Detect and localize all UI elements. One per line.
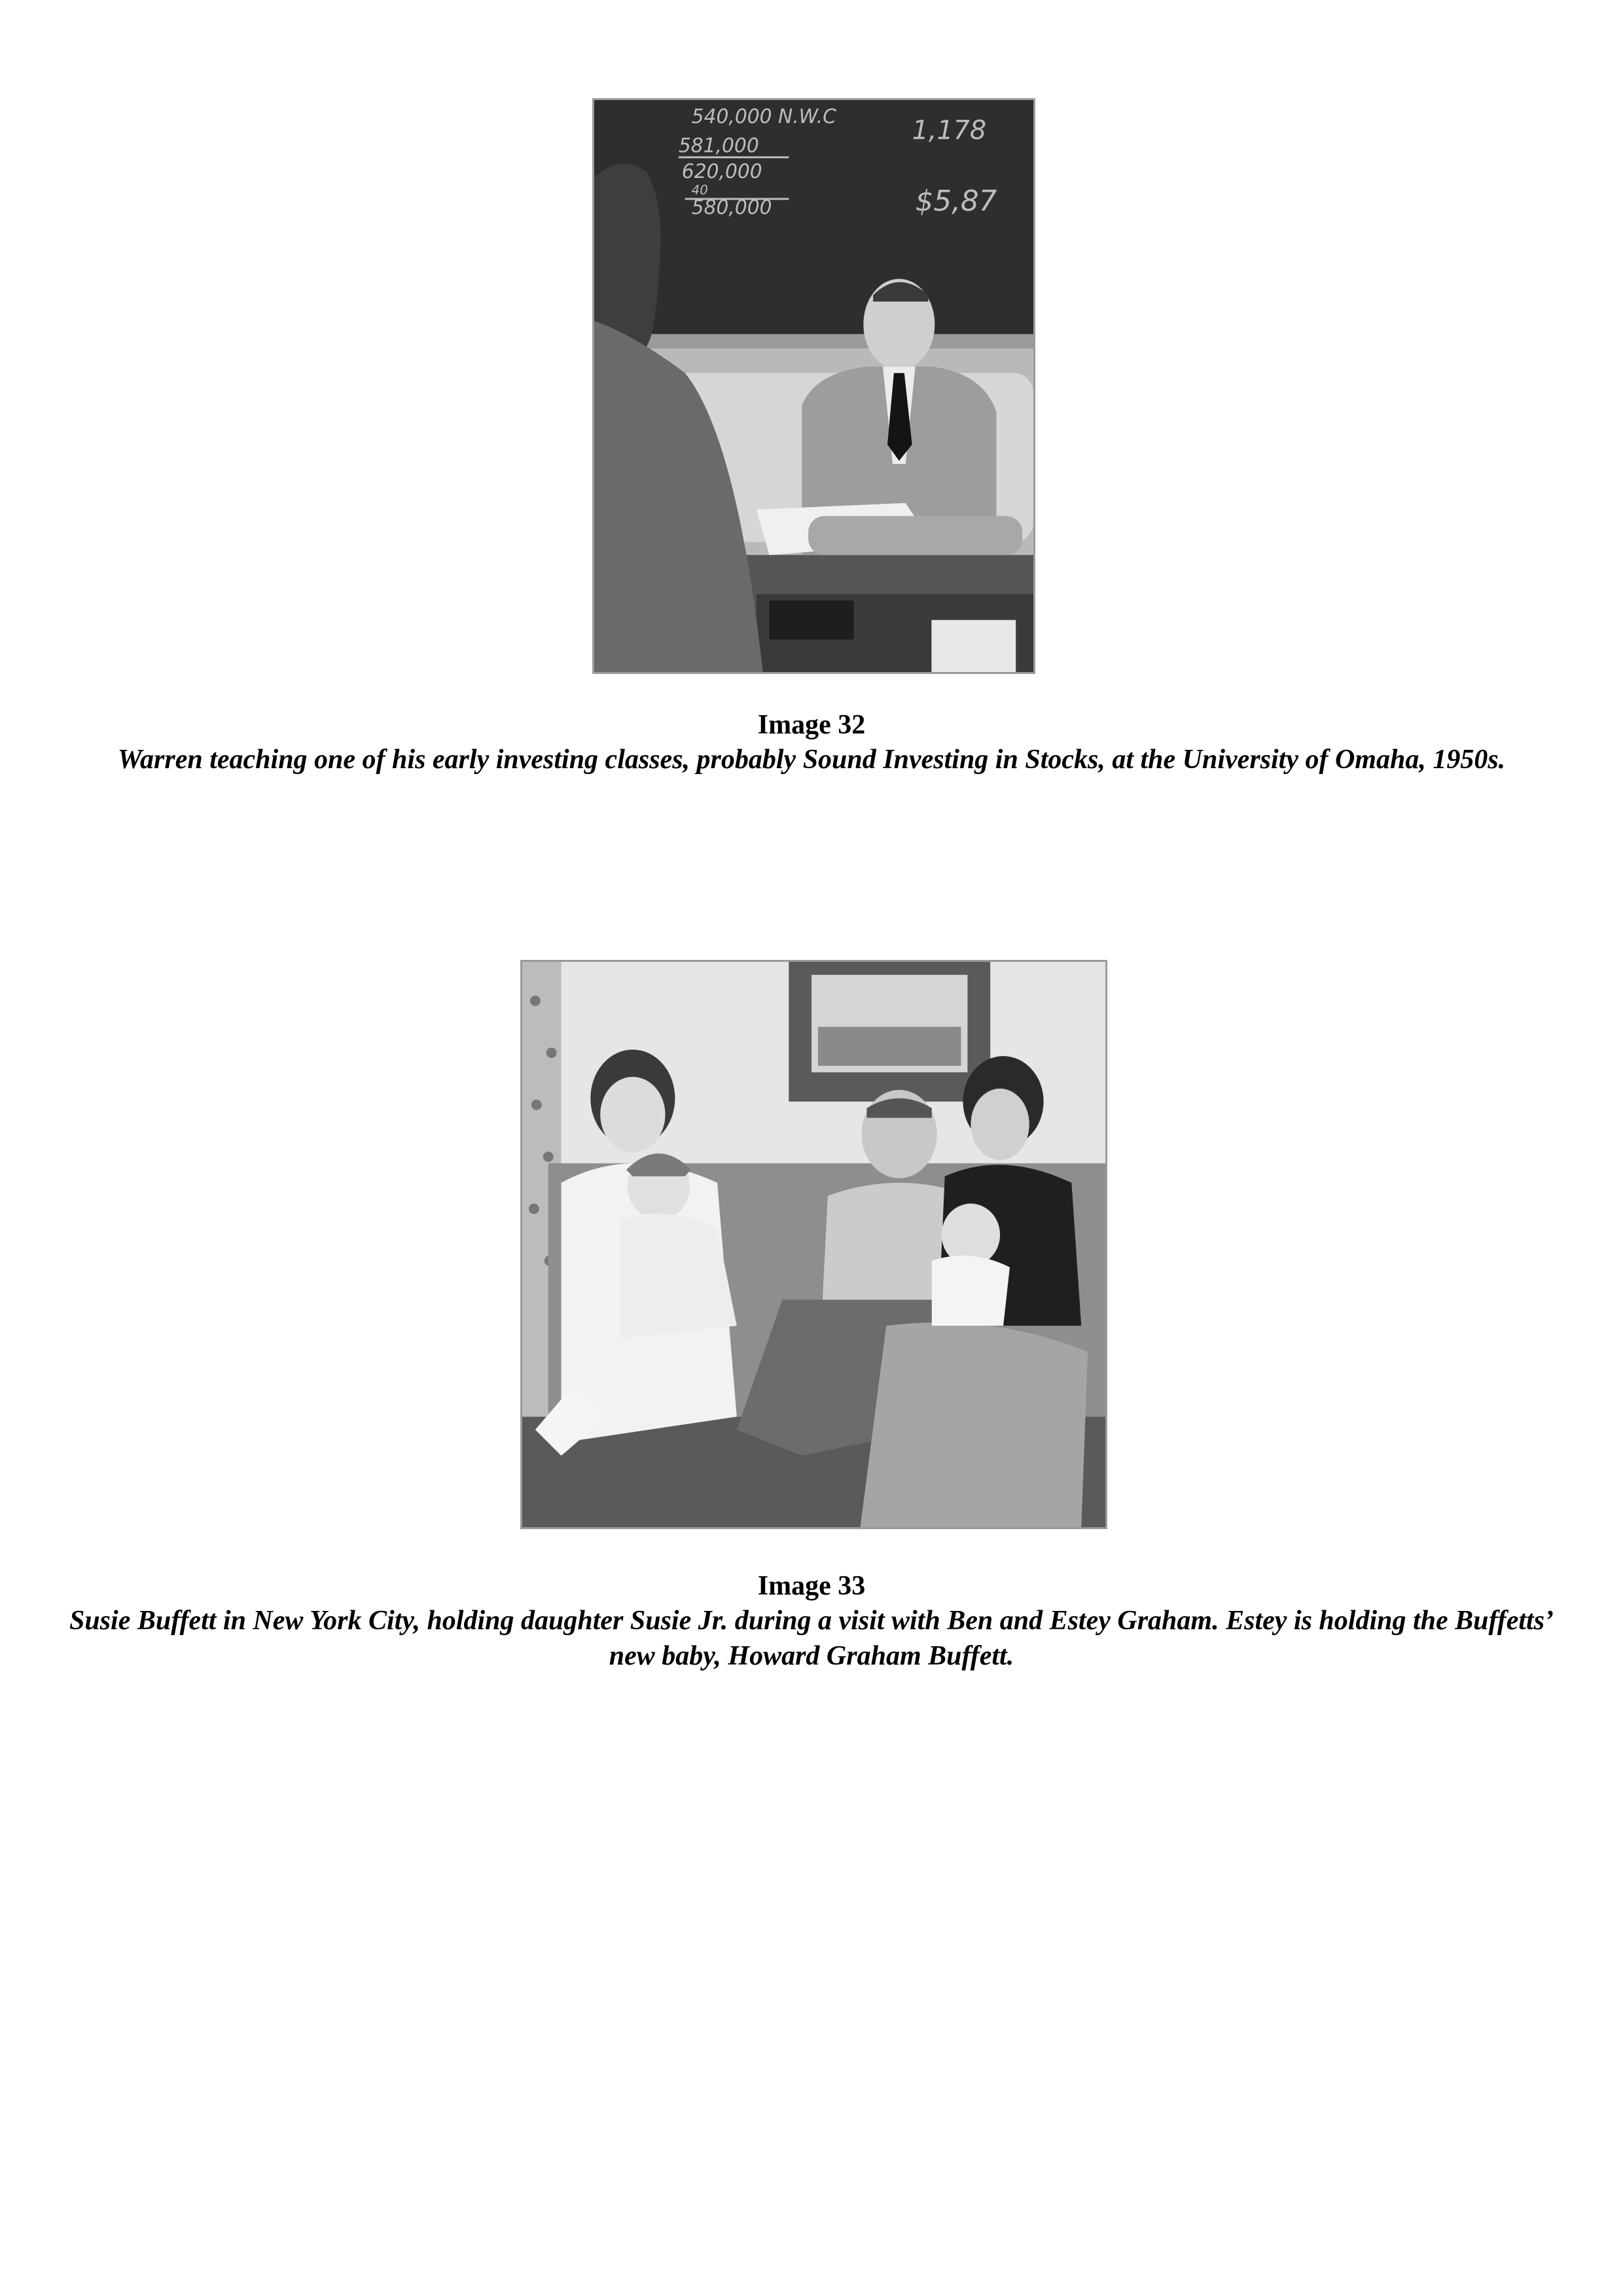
caption-text: Susie Buffett in New York City, holding daughter Susie Jr. during a visit with Ben and Estey Graham. Estey is holding the Buffetts’ new baby, Howard Graham Buffett. — [69, 1606, 1554, 1671]
figure-caption — [0, 1569, 1623, 1674]
blackboard-text: 620,000 — [681, 160, 762, 184]
classroom-photo-icon — [594, 100, 1033, 672]
photo-image-32 — [592, 98, 1035, 674]
figure-label: Image 32 — [757, 710, 866, 740]
photo-image-33 — [520, 960, 1107, 1529]
blackboard-text: 40 — [691, 182, 708, 198]
blackboard-text: 580,000 — [691, 196, 772, 219]
blackboard-text: 581,000 — [678, 134, 759, 158]
caption-text: Warren teaching one of his early investing classes, probably Sound Investing in Stocks, at the University of Omaha, 1950s. — [117, 745, 1506, 775]
figure-label: Image 33 — [757, 1571, 866, 1601]
blackboard-text: 540,000 N.W.C — [691, 105, 836, 128]
family-photo-icon — [522, 962, 1105, 1527]
figure-caption — [0, 708, 1623, 777]
blackboard-text: 1,178 — [912, 115, 987, 146]
blackboard-text: $5,87 — [915, 184, 997, 218]
